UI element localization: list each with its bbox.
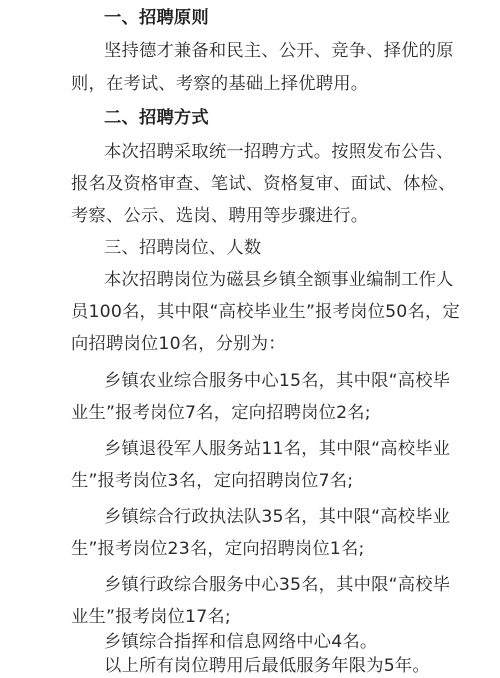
section-heading-method: 二、招聘方式 xyxy=(104,108,209,128)
footer-line: 以上所有岗位聘用后最低服务年限为5年。 xyxy=(104,656,430,676)
position-entry-line: 乡镇农业综合服务中心15名，其中限“高校毕 xyxy=(104,371,451,391)
body-line: 坚持德才兼备和民主、公开、竞争、择优的原 xyxy=(104,41,454,61)
section-heading-positions: 三、招聘岗位、人数 xyxy=(104,238,262,258)
body-line: 员100名，其中限“高校毕业生”报考岗位50名，定 xyxy=(71,302,460,322)
position-entry-line: 乡镇退役军人服务站11名，其中限“高校毕业 xyxy=(104,439,451,459)
position-entry-line: 业生”报考岗位7名，定向招聘岗位2名; xyxy=(71,403,371,423)
body-line: 本次招聘采取统一招聘方式。按照发布公告、 xyxy=(104,142,454,162)
position-entry-line: 生”报考岗位23名，定向招聘岗位1名; xyxy=(71,539,365,559)
position-entry-line: 业生”报考岗位17名; xyxy=(71,607,231,627)
position-entry-line: 生”报考岗位3名，定向招聘岗位7名; xyxy=(71,471,354,491)
body-line: 则，在考试、考察的基础上择优聘用。 xyxy=(71,74,369,94)
position-entry-line: 乡镇行政综合服务中心35名，其中限“高校毕 xyxy=(104,575,451,595)
position-entry-line: 乡镇综合指挥和信息网络中心4名。 xyxy=(104,632,378,652)
body-line: 考察、公示、选岗、聘用等步骤进行。 xyxy=(71,206,369,226)
body-line: 向招聘岗位10名，分别为： xyxy=(71,334,286,354)
section-heading-principles: 一、招聘原则 xyxy=(104,8,209,28)
body-line: 报名及资格审查、笔试、资格复审、面试、体检、 xyxy=(71,174,456,194)
body-line: 本次招聘岗位为磁县乡镇全额事业编制工作人 xyxy=(104,270,454,290)
position-entry-line: 乡镇综合行政执法队35名，其中限“高校毕业 xyxy=(104,507,451,527)
